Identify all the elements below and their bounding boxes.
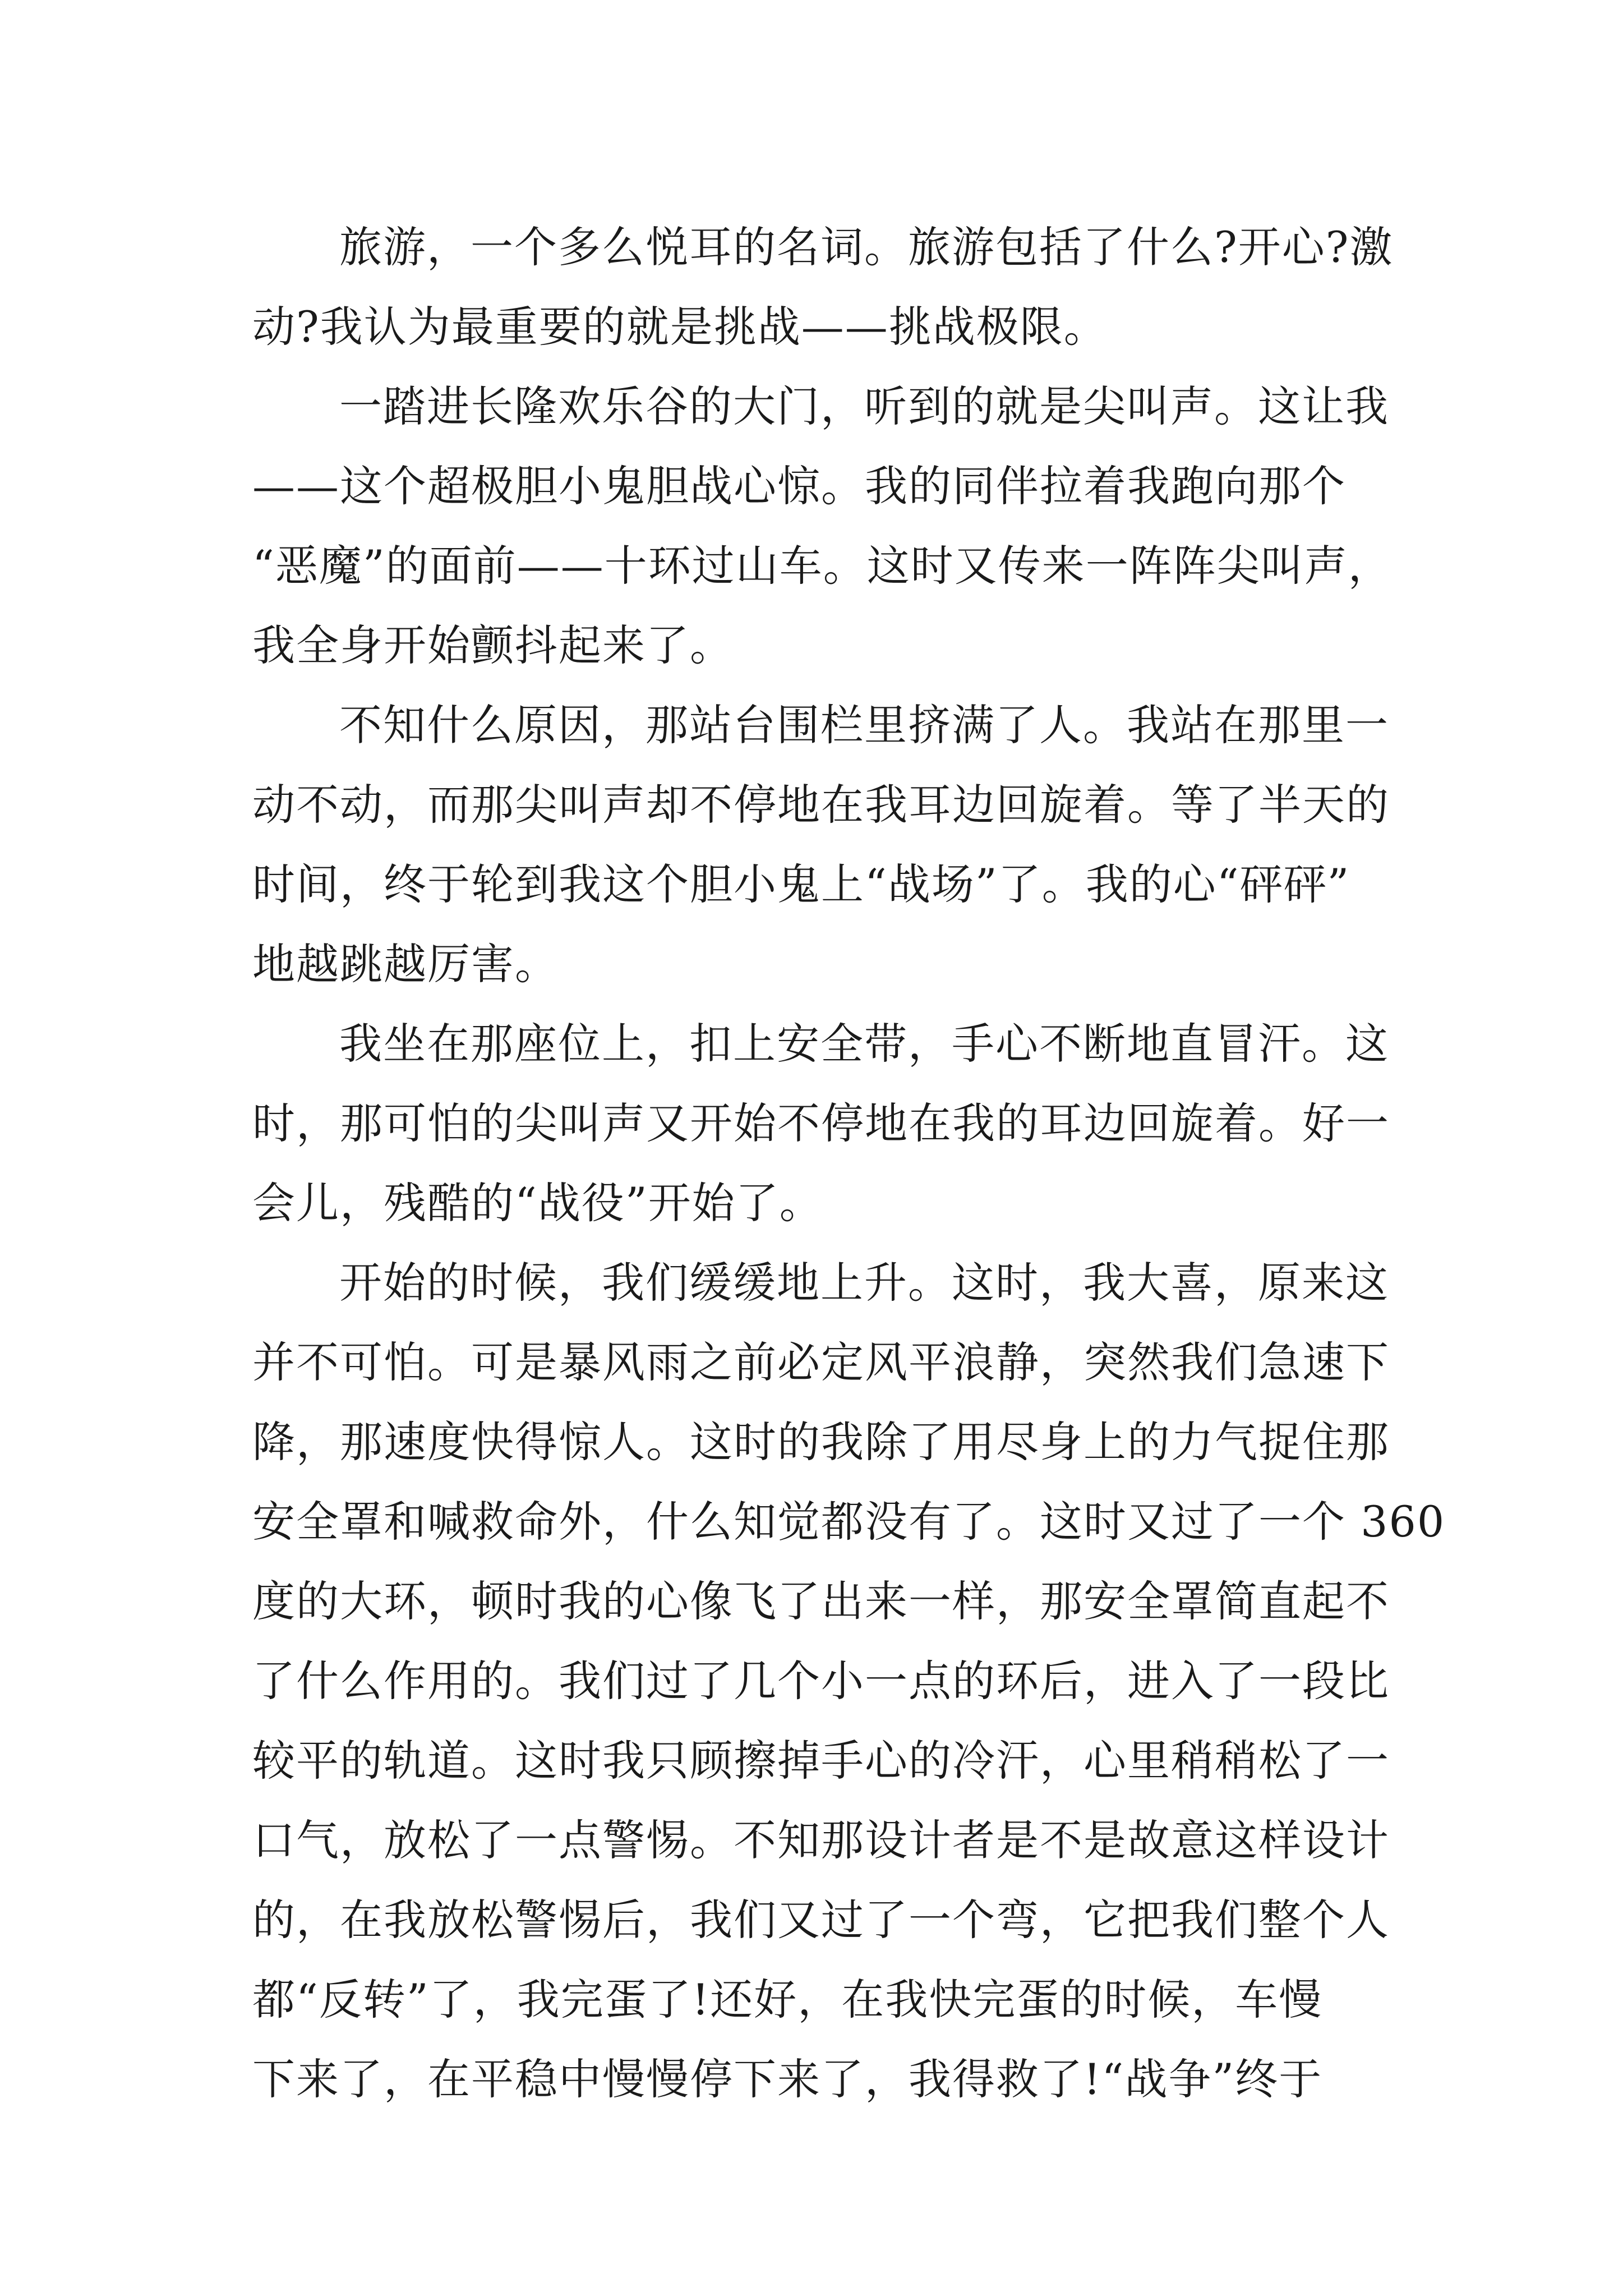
text-line: 不知什么原因，那站台围栏里挤满了人。我站在那里一 xyxy=(339,700,1389,750)
text-line: 安全罩和喊救命外，什么知觉都没有了。这时又过了一个 360 xyxy=(252,1497,1446,1547)
text-line: 度的大环，顿时我的心像飞了出来一样，那安全罩简直起不 xyxy=(252,1576,1390,1626)
text-line: 了什么作用的。我们过了几个小一点的环后，进入了一段比 xyxy=(252,1656,1390,1706)
text-line: 开始的时候，我们缓缓地上升。这时，我大喜，原来这 xyxy=(339,1258,1389,1308)
text-line: 降，那速度快得惊人。这时的我除了用尽身上的力气捉住那 xyxy=(252,1417,1390,1467)
text-line: “恶魔”的面前——十环过山车。这时又传来一阵阵尖叫声， xyxy=(252,541,1392,591)
text-line: 动不动，而那尖叫声却不停地在我耳边回旋着。等了半天的 xyxy=(252,780,1390,830)
text-line: 旅游，一个多么悦耳的名词。旅游包括了什么?开心?激 xyxy=(339,222,1394,272)
text-line: 口气，放松了一点警惕。不知那设计者是不是故意这样设计 xyxy=(252,1815,1390,1865)
text-line: ——这个超极胆小鬼胆战心惊。我的同伴拉着我跑向那个 xyxy=(252,461,1346,511)
text-line: 下来了，在平稳中慢慢停下来了，我得救了!“战争”终于 xyxy=(252,2054,1323,2104)
text-line: 我全身开始颤抖起来了。 xyxy=(252,620,734,670)
text-line: 都“反转”了，我完蛋了!还好，在我快完蛋的时候，车慢 xyxy=(252,1975,1323,2024)
text-line: 地越跳越厉害。 xyxy=(252,939,559,989)
essay-body xyxy=(252,208,1446,2119)
text-line: 我坐在那座位上，扣上安全带，手心不断地直冒汗。这 xyxy=(339,1019,1389,1069)
text-line: 会儿，残酷的“战役”开始了。 xyxy=(252,1178,823,1228)
text-line: 一踏进长隆欢乐谷的大门，听到的就是尖叫声。这让我 xyxy=(339,381,1389,431)
text-line: 时间，终于轮到我这个胆小鬼上“战场”了。我的心“砰砰” xyxy=(252,859,1350,909)
text-line: 的，在我放松警惕后，我们又过了一个弯，它把我们整个人 xyxy=(252,1895,1390,1945)
text-line: 并不可怕。可是暴风雨之前必定风平浪静，突然我们急速下 xyxy=(252,1337,1390,1387)
text-line: 时，那可怕的尖叫声又开始不停地在我的耳边回旋着。好一 xyxy=(252,1098,1390,1148)
text-line: 较平的轨道。这时我只顾擦掉手心的冷汗，心里稍稍松了一 xyxy=(252,1736,1390,1786)
text-line: 动?我认为最重要的就是挑战——挑战极限。 xyxy=(252,302,1108,352)
